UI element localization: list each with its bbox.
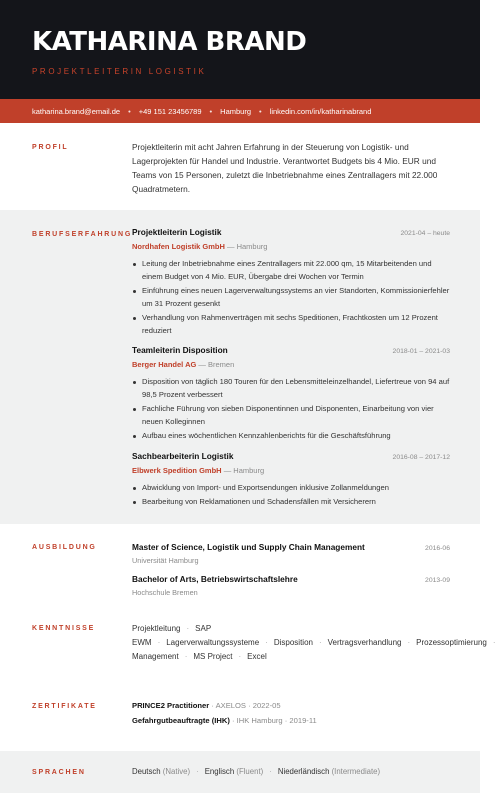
certificate-name: PRINCE2 Practitioner [132,701,210,710]
job-bullet: Verhandlung von Rahmenverträgen mit sechs Speditionen, Frachtkosten um 12 Prozent reduziert [132,312,450,337]
skill-item: Vertragsverhandlung [327,638,402,647]
profile-text: Projektleiterin mit acht Jahren Erfahrung in der Steuerung von Logistik- und Lagerprojekten für Handel und Industrie. Verantwortet Budgets bis 4 Mio. EUR und Teams von 15 Personen, zuletzt die Inbetriebnahme eines Zentrallagers mit 22.000 Quadratmetern. [132,142,438,194]
section-label: ZERTIFIKATE [32,703,97,710]
job-bullet: Abwicklung von Import- und Exportsendungen inklusive Zollanmeldungen [132,482,450,495]
contact-bar [0,99,480,123]
language-name: Niederländisch [277,767,330,776]
language-level: (Fluent) [236,767,264,776]
job-company: Elbwerk Spedition GmbH [132,465,222,475]
skill-item: Excel [247,652,267,661]
resume-header [0,0,480,99]
section-label: SPRACHEN [32,769,86,776]
job-bullet: Leitung der Inbetriebnahme eines Zentrallagers mit 22.000 qm, 15 Mitarbeitenden und einem Budget von 4 Mio. EUR, Übergabe drei Wochen vor Termin [132,258,450,283]
language-name: Deutsch [132,767,161,776]
school-name: Hochschule Bremen [132,588,198,597]
contact-city: Hamburg [220,106,252,116]
job-entry [132,451,450,509]
contact-separator: • [128,106,131,116]
job-bullet: Disposition von täglich 180 Touren für den Lebensmitteleinzelhandel, Liefertreue von 94 auf 98,5 Prozent verbessert [132,376,450,401]
job-company: Nordhafen Logistik GmbH [132,242,225,251]
job-bullet: Bearbeitung von Reklamationen und Schadensfällen mit Versicherern [132,496,450,509]
contact-separator: • [259,106,262,116]
section-label: BERUFSERFAHRUNG [32,231,133,238]
skill-item: MS Project [193,652,233,661]
contact-email[interactable]: katharina.brand@email.de [32,106,121,116]
job-title: Projektleiterin Logistik [132,227,222,237]
education-entry [132,542,450,565]
profile-section [0,123,480,210]
job-location: — Hamburg [227,242,268,251]
skill-item: Prozessoptimierung [416,638,487,647]
job-entry [132,227,450,337]
section-label: KENNTNISSE [32,625,96,632]
job-bullet: Fachliche Führung von sieben Disponentinnen und Disponenten, Einarbeitung von vier neuen Kolleginnen [132,403,450,428]
degree-date: 2013-09 [425,577,450,584]
job-bullet: Einführung eines neuen Lagerverwaltungssystems an vier Standorten, Kommissionierfehler um 31 Prozent gesenkt [132,285,450,310]
job-date: 2021-04 – heute [400,230,450,237]
job-company: Berger Handel AG [132,360,197,369]
job-date: 2018-01 – 2021-03 [392,348,450,355]
candidate-name: KATHARINA BRAND [32,27,307,57]
language-level: (Intermediate) [331,767,381,776]
job-entry [132,345,450,443]
skill-item: EWM [132,638,152,647]
skill-item: Projektleitung [132,624,181,633]
certificate-meta: · IHK Hamburg · 2019-11 [232,716,317,725]
degree-title: Master of Science, Logistik und Supply Chain Management [132,542,365,552]
certificate-name: Gefahrgutbeauftragte (IHK) [132,716,230,725]
job-bullet: Aufbau eines wöchentlichen Kennzahlenberichts für die Geschäftsführung [132,430,450,443]
language-level: (Native) [162,767,191,776]
contact-separator: • [209,106,213,116]
job-title: Sachbearbeiterin Logistik [132,450,234,461]
contact-linkedin[interactable]: linkedin.com/in/katharinabrand [269,106,372,116]
contact-phone[interactable]: +49 151 23456789 [138,106,202,116]
skill-item: Management [132,652,179,661]
certificate-entry [132,716,450,725]
job-location: — Hamburg [223,465,265,475]
job-location: — Bremen [198,360,235,369]
section-label: AUSBILDUNG [32,544,97,551]
languages-list: Deutsch (Native) · Englisch (Fluent) · Niederländisch (Intermediate) [132,767,381,776]
certificate-entry [132,701,450,710]
skills-section [0,614,496,694]
education-section [0,524,480,614]
education-entry [132,574,450,597]
job-date: 2016-08 – 2017-12 [392,453,450,461]
language-name: Englisch [204,767,235,776]
languages-section [0,751,480,793]
certificates-section [0,694,480,751]
degree-title: Bachelor of Arts, Betriebswirtschaftslehre [132,574,298,584]
degree-date: 2016-06 [425,545,450,552]
section-label: PROFIL [32,144,69,151]
experience-section [0,210,480,524]
skill-item: Lagerverwaltungssysteme [166,638,260,647]
skill-item: Disposition [273,638,313,647]
skill-item: SAP [195,624,212,633]
school-name: Universität Hamburg [132,556,199,565]
job-title: Teamleiterin Disposition [132,345,228,355]
candidate-role: PROJEKTLEITERIN LOGISTIK [32,67,207,76]
skills-list: Projektleitung · SAP EWM · Lagerverwaltungssysteme · Disposition · Vertragsverhandlung · Prozessoptimierung · Management · MS Project · Excel [132,624,496,661]
certificate-meta: · AXELOS · 2022-05 [211,701,281,710]
